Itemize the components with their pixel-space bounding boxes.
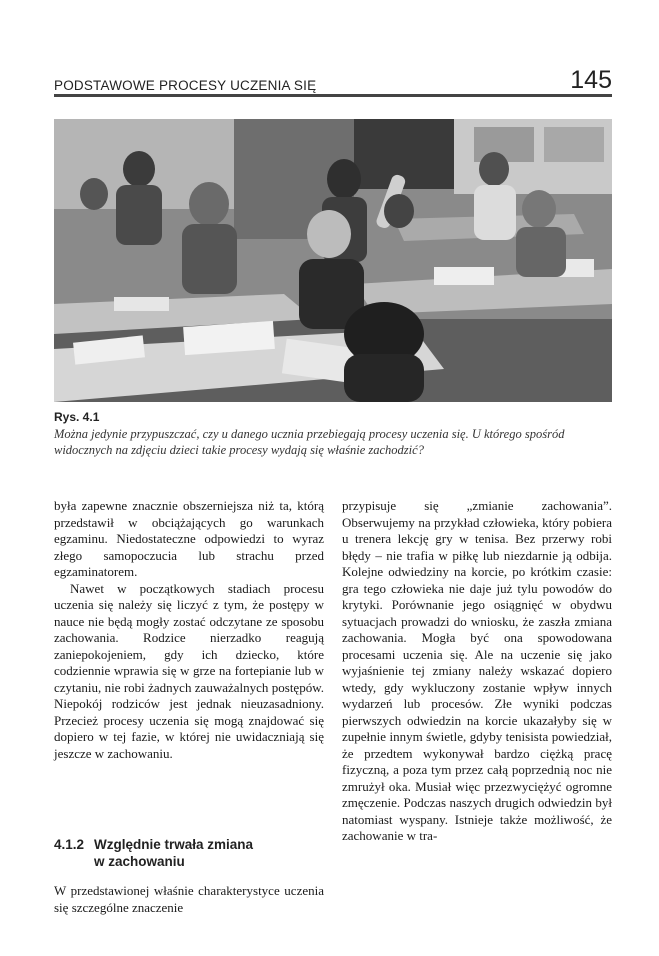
section-number: 4.1.2	[54, 837, 85, 852]
paragraph: Nawet w początkowych stadiach procesu uczenia się należy się liczyć z tym, że postępy w nauce nie będą mogły zostać odczytane ze sposobu zachowania. Rodzice nierzadko reagują zaniepokojeniem, gdy ich dziecko, które codziennie wprawia się w grze na fortepianie lub w czytaniu, nie robi żadnych zauważalnych postępów. Niepokój rodziców jest jednak nieuzasadniony. Przecież procesy uczenia się mogą znajdować się dopiero w tej fazie, w której nie uwidaczniają się jeszcze w zachowaniu.	[54, 580, 324, 761]
section-title-line1: Względnie trwała zmiana	[94, 837, 254, 852]
running-header-title: PODSTAWOWE PROCESY UCZENIA SIĘ	[54, 78, 317, 93]
paragraph: była zapewne znacznie obszerniejsza niż ta, którą przedstawił w obciążających go warunkach egzaminu. Niedostateczne odpowiedzi to wyraz złego samopoczucia lub strachu przed egzaminatorem.	[54, 498, 324, 579]
section-title-line2: w zachowaniu	[94, 854, 185, 869]
right-column	[342, 498, 612, 845]
figure-caption: Można jedynie przypuszczać, czy u danego ucznia przebiegają procesy uczenia się. U którego spośród widocznych na zdjęciu dzieci takie procesy wydają się właśnie zachodzić?	[54, 427, 565, 457]
left-column	[54, 498, 324, 762]
paragraph: przypisuje się „zmianie zachowania”. Obserwujemy na przykład człowieka, który pobiera u trenera lekcję gry w tenisa. Bez przerwy robi błędy – nie trafia w piłkę lub niezdarnie ją odbija. Kolejne odwiedziny na korcie, po krótkim czasie: gra tego człowieka nie daje już tylu powodów do krytyki. Porównanie jego osiągnięć w obydwu sytuacjach prowadzi do wniosku, że zaszła zmiana zachowania. Mogła być ona spowodowana procesami uczenia się. Ale na uczenie się jako wyjaśnienie tej zmiany należy wskazać dopiero wtedy, gdy wykluczony zostanie wpływ innych wydarzeń lub procesów. Złe wyniki podczas pierwszych odwiedzin na korcie ukazałyby się w zupełnie innym świetle, gdyby tenisista powiedział, że przedtem wykonywał bardzo ciężką pracę fizyczną, a poza tym przez całą poprzednią noc nie zmrużył oka. Musiał więc przezwyciężyć ogromne zmęczenie. Podczas naszych drugich odwiedzin był natomiast wyspany. Istnieje także możliwość, że zachowanie w tra-	[342, 498, 612, 843]
classroom-photo	[54, 119, 612, 402]
figure-label: Rys. 4.1	[54, 410, 100, 424]
section-heading	[54, 836, 324, 870]
page-number: 145	[570, 66, 612, 94]
section-body: W przedstawionej właśnie charakterystyce uczenia się szczególne znaczenie	[54, 883, 324, 915]
header-rule	[54, 94, 612, 97]
